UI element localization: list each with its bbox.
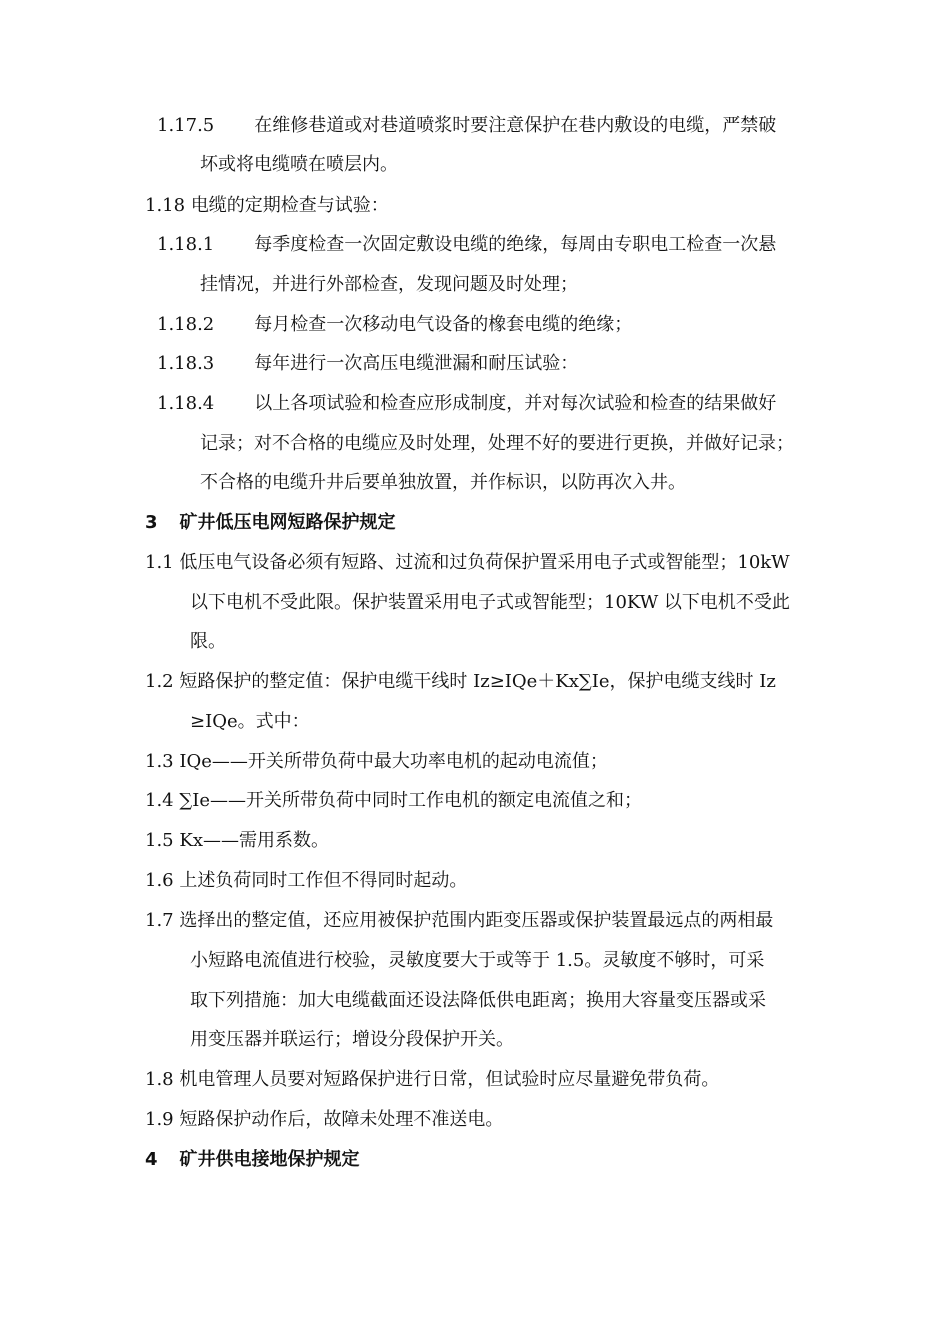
item-1-7-line-1 (145, 908, 773, 934)
item-text: 以下电机不受此限。保护装置采用电子式或智能型；10KW 以下电机不受此 (190, 592, 790, 613)
item-text: 短路保护的整定值：保护电缆干线时 Iz≥IQe＋Kx∑Ie，保护电缆支线时 Iz (179, 671, 776, 692)
item-number: 1.18 (145, 195, 186, 216)
item-1-1-line-2 (190, 590, 790, 616)
item-number: 1.18.1 (157, 234, 215, 255)
item-text: 取下列措施：加大电缆截面还设法降低供电距离；换用大容量变压器或采 (190, 990, 766, 1011)
item-text: 限。 (190, 631, 226, 652)
item-1-9 (145, 1107, 503, 1133)
item-text: 选择出的整定值，还应用被保护范围内距变压器或保护装置最远点的两相最 (179, 910, 774, 931)
item-1-5 (145, 828, 329, 854)
item-1-18 (145, 193, 389, 219)
item-text: 在维修巷道或对巷道喷浆时要注意保护在巷内敷设的电缆，严禁破 (254, 115, 777, 136)
item-number: 1.3 (145, 751, 174, 772)
item-1-17-5-line-2 (200, 152, 398, 178)
item-1-2-line-1 (145, 669, 776, 695)
section-title: 矿井供电接地保护规定 (179, 1149, 360, 1170)
item-text: IQe——开关所带负荷中最大功率电机的起动电流值； (179, 751, 608, 772)
item-number: 1.2 (145, 671, 174, 692)
item-1-8 (145, 1067, 719, 1093)
item-text: 电缆的定期检查与试验： (190, 195, 389, 216)
item-text: 用变压器并联运行；增设分段保护开关。 (190, 1029, 514, 1050)
item-number: 1.7 (145, 910, 174, 931)
item-text: 上述负荷同时工作但不得同时起动。 (179, 870, 468, 891)
item-1-1-line-3 (190, 629, 226, 655)
item-number: 1.18.3 (157, 353, 215, 374)
item-text: 低压电气设备必须有短路、过流和过负荷保护置采用电子式或智能型；10kW (179, 552, 790, 573)
section-number: 4 (145, 1149, 158, 1170)
item-text: 每季度检查一次固定敷设电缆的绝缘，每周由专职电工检查一次悬 (254, 234, 777, 255)
item-text: 以上各项试验和检查应形成制度，并对每次试验和检查的结果做好 (254, 393, 777, 414)
item-text: 坏或将电缆喷在喷层内。 (200, 154, 398, 175)
item-1-18-2 (157, 312, 632, 338)
item-1-4 (145, 788, 642, 814)
item-number: 1.18.4 (157, 393, 215, 414)
section-3-heading (145, 510, 396, 536)
item-1-18-1-line-2 (200, 272, 578, 298)
item-number: 1.9 (145, 1109, 174, 1130)
item-number: 1.4 (145, 790, 174, 811)
item-1-7-line-2 (190, 948, 764, 974)
item-number: 1.17.5 (157, 115, 215, 136)
item-1-7-line-3 (190, 988, 766, 1014)
item-number: 1.18.2 (157, 314, 215, 335)
item-1-3 (145, 749, 608, 775)
item-1-18-1-line-1 (157, 232, 776, 258)
item-text: Kx——需用系数。 (179, 830, 329, 851)
item-1-18-4-line-1 (157, 391, 776, 417)
item-1-6 (145, 868, 467, 894)
section-title: 矿井低压电网短路保护规定 (179, 512, 396, 533)
section-number: 3 (145, 512, 158, 533)
item-text: 小短路电流值进行校验，灵敏度要大于或等于 1.5。灵敏度不够时，可采 (190, 950, 765, 971)
item-number: 1.8 (145, 1069, 174, 1090)
item-number: 1.6 (145, 870, 174, 891)
item-text: ∑Ie——开关所带负荷中同时工作电机的额定电流值之和； (179, 790, 642, 811)
item-number: 1.5 (145, 830, 174, 851)
item-text: 不合格的电缆升井后要单独放置，并作标识，以防再次入井。 (200, 472, 686, 493)
item-1-18-4-line-3 (200, 470, 686, 496)
item-text: 挂情况，并进行外部检查，发现问题及时处理； (200, 274, 578, 295)
item-text: 短路保护动作后，故障未处理不准送电。 (179, 1109, 504, 1130)
item-1-18-3 (157, 351, 578, 377)
item-text: 每年进行一次高压电缆泄漏和耐压试验： (254, 353, 579, 374)
item-text: 记录；对不合格的电缆应及时处理，处理不好的要进行更换，并做好记录； (200, 433, 794, 454)
item-text: 机电管理人员要对短路保护进行日常，但试验时应尽量避免带负荷。 (179, 1069, 720, 1090)
item-text: 每月检查一次移动电气设备的橡套电缆的绝缘； (254, 314, 633, 335)
item-1-1-line-1 (145, 550, 790, 576)
item-text: ≥IQe。式中： (190, 711, 310, 732)
item-1-2-line-2 (190, 709, 310, 735)
item-1-18-4-line-2 (200, 431, 794, 457)
section-4-heading (145, 1147, 360, 1173)
item-number: 1.1 (145, 552, 174, 573)
item-1-7-line-4 (190, 1027, 514, 1053)
item-1-17-5-line-1 (157, 113, 776, 139)
